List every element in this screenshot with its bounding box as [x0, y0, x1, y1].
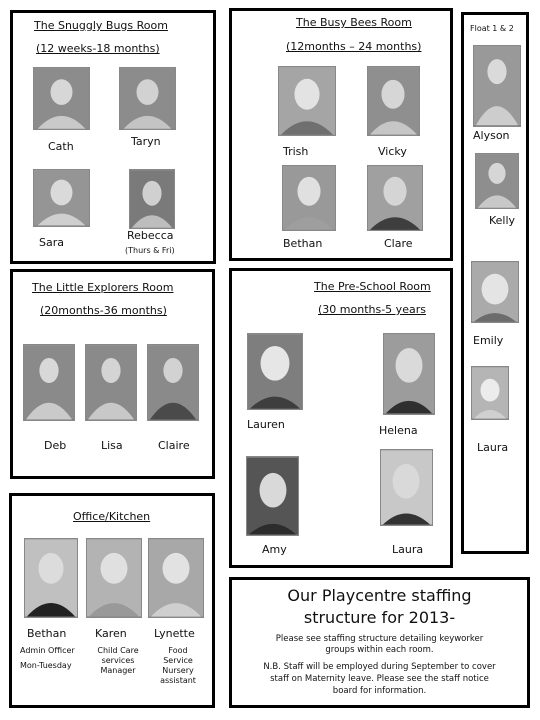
busy-bees-room-panel: [229, 8, 453, 261]
info-text-line2: groups within each room.: [325, 645, 434, 655]
staff-photo-emily: [471, 261, 519, 323]
staff-name-cath: Cath: [48, 140, 74, 153]
lynette-role-line4: assistant: [160, 676, 196, 685]
staff-name-alyson: Alyson: [473, 129, 510, 142]
staff-name-vicky: Vicky: [378, 145, 407, 158]
staff-name-sara: Sara: [39, 236, 64, 249]
snuggly-bugs-room-panel: [10, 10, 216, 264]
staff-name-laura-float: Laura: [477, 441, 509, 454]
info-heading-line2: structure for 2013-: [303, 608, 456, 627]
staff-photo-taryn: [119, 67, 176, 130]
info-text-line5: board for information.: [332, 686, 427, 696]
info-text-line4: staff on Maternity leave. Please see the staff notice: [270, 674, 489, 684]
staff-photo-deb: [23, 344, 75, 421]
float-staff-panel: [461, 12, 529, 554]
snuggly-bugs-room-title: The Snuggly Bugs Room: [34, 19, 168, 32]
staff-photo-laura-float: [471, 366, 509, 420]
info-text-line1: Please see staffing structure detailing keyworker: [275, 634, 484, 644]
karen-role-line2: services: [101, 656, 135, 665]
staff-name-helena: Helena: [379, 424, 418, 437]
office-kitchen-title: Office/Kitchen: [73, 510, 151, 523]
staff-photo-alyson: [473, 45, 521, 127]
staff-photo-lauren: [247, 333, 303, 410]
office-kitchen-panel: [9, 493, 215, 708]
staff-photo-bethan-office: [24, 538, 78, 618]
staff-name-clare: Clare: [384, 237, 413, 250]
staff-name-lisa: Lisa: [101, 439, 123, 452]
staff-name-deb: Deb: [44, 439, 67, 452]
staff-name-lauren: Lauren: [247, 418, 285, 431]
staff-photo-claire: [147, 344, 199, 421]
karen-role-line3: Manager: [100, 666, 136, 675]
staff-photo-cath: [33, 67, 90, 130]
staff-photo-bethan-busy: [282, 165, 336, 231]
staff-name-kelly: Kelly: [489, 214, 516, 227]
staff-photo-amy: [246, 456, 299, 536]
little-explorers-room-ages: (20months-36 months): [40, 304, 167, 317]
staff-photo-vicky: [367, 66, 420, 136]
staffing-info-panel: [229, 577, 530, 708]
lynette-role-line1: Food: [168, 646, 188, 655]
staff-name-rebecca: Rebecca: [127, 229, 174, 242]
float-title: Float 1 & 2: [470, 24, 514, 33]
lynette-role-line2: Service: [163, 656, 193, 665]
staff-photo-kelly: [475, 153, 519, 209]
info-heading-line1: Our Playcentre staffing: [287, 586, 472, 605]
staff-photo-clare: [367, 165, 423, 231]
staff-photo-rebecca: [129, 169, 175, 229]
lynette-role-line3: Nursery: [162, 666, 194, 675]
bethan-role-line2: Mon-Tuesday: [20, 661, 72, 670]
karen-role-line1: Child Care: [97, 646, 139, 655]
staff-name-taryn: Taryn: [131, 135, 161, 148]
staff-name-claire: Claire: [158, 439, 190, 452]
info-text-line3: N.B. Staff will be employed during September to cover: [263, 662, 496, 672]
pre-school-room-title: The Pre-School Room: [314, 280, 431, 293]
busy-bees-room-title: The Busy Bees Room: [296, 16, 412, 29]
little-explorers-room-panel: [10, 269, 215, 479]
staff-photo-helena: [383, 333, 435, 415]
staff-name-bethan-office: Bethan: [27, 627, 67, 640]
staff-photo-trish: [278, 66, 336, 136]
staff-photo-laura-preschool: [380, 449, 433, 526]
busy-bees-room-ages: (12months – 24 months): [286, 40, 422, 53]
staff-name-bethan-busy: Bethan: [283, 237, 323, 250]
staff-photo-karen: [86, 538, 142, 618]
staff-name-laura-preschool: Laura: [392, 543, 424, 556]
staff-name-amy: Amy: [262, 543, 287, 556]
staff-photo-lynette: [148, 538, 204, 618]
staff-name-karen: Karen: [95, 627, 127, 640]
pre-school-room-ages: (30 months-5 years: [318, 303, 426, 316]
staff-photo-lisa: [85, 344, 137, 421]
pre-school-room-panel: [229, 268, 453, 568]
staff-name-lynette: Lynette: [154, 627, 195, 640]
staff-name-trish: Trish: [283, 145, 309, 158]
bethan-role-line1: Admin Officer: [20, 646, 75, 655]
little-explorers-room-title: The Little Explorers Room: [32, 281, 174, 294]
staff-name-emily: Emily: [473, 334, 504, 347]
rebecca-days-note: (Thurs & Fri): [125, 246, 175, 255]
snuggly-bugs-room-ages: (12 weeks-18 months): [36, 42, 160, 55]
staff-photo-sara: [33, 169, 90, 227]
